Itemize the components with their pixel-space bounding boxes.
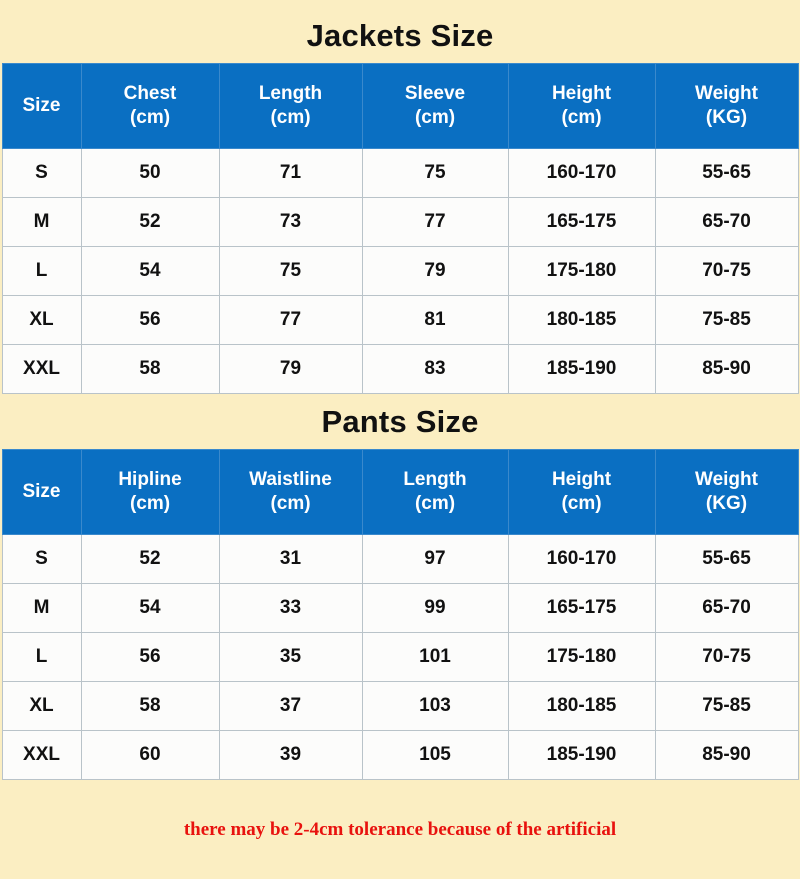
column-header-length: [362, 450, 508, 535]
table-row: [2, 682, 798, 731]
cell-size: XL: [2, 682, 81, 731]
table-row: [2, 247, 798, 296]
pants-size-title: Pants Size: [0, 394, 800, 449]
cell-waistline: 31: [219, 535, 362, 584]
column-header-label: Height: [551, 83, 612, 104]
column-header-waistline: [219, 450, 362, 535]
table-row: [2, 345, 798, 394]
table-row: [2, 296, 798, 345]
cell-length: 101: [362, 633, 508, 682]
cell-hipline: 58: [81, 682, 219, 731]
cell-height: 160-170: [508, 535, 655, 584]
table-header-row: [2, 450, 798, 535]
cell-length: 105: [362, 731, 508, 780]
jackets-size-title: Jackets Size: [0, 8, 800, 63]
cell-chest: 58: [81, 345, 219, 394]
cell-length: 71: [219, 149, 362, 198]
cell-height: 175-180: [508, 633, 655, 682]
cell-weight: 85-90: [655, 731, 798, 780]
pants-table-head: [2, 450, 798, 535]
jackets-size-table: [2, 63, 799, 394]
jackets-table-body: [2, 149, 798, 394]
tolerance-note: there may be 2-4cm tolerance because of the artificial: [0, 780, 800, 879]
cell-height: 185-190: [508, 345, 655, 394]
cell-hipline: 52: [81, 535, 219, 584]
cell-weight: 75-85: [655, 682, 798, 731]
column-header-height: [508, 64, 655, 149]
column-header-label: Weight: [695, 469, 758, 490]
column-header-label: Length: [403, 469, 467, 490]
column-header-label: Length: [258, 83, 323, 104]
column-header-unit: (cm): [561, 493, 602, 514]
cell-height: 180-185: [508, 296, 655, 345]
cell-height: 185-190: [508, 731, 655, 780]
cell-length: 73: [219, 198, 362, 247]
cell-height: 165-175: [508, 198, 655, 247]
column-header-sleeve: [362, 64, 508, 149]
cell-hipline: 54: [81, 584, 219, 633]
cell-height: 160-170: [508, 149, 655, 198]
column-header-label: Waistline: [249, 469, 332, 490]
cell-size: S: [2, 149, 81, 198]
cell-size: L: [2, 247, 81, 296]
table-row: [2, 731, 798, 780]
column-header-label: Hipline: [118, 469, 182, 490]
column-header-unit: (cm): [270, 493, 311, 514]
cell-weight: 75-85: [655, 296, 798, 345]
cell-weight: 65-70: [655, 584, 798, 633]
cell-sleeve: 83: [362, 345, 508, 394]
table-row: [2, 633, 798, 682]
cell-waistline: 39: [219, 731, 362, 780]
pants-size-table: [2, 449, 799, 780]
cell-sleeve: 81: [362, 296, 508, 345]
cell-size: M: [2, 584, 81, 633]
cell-chest: 50: [81, 149, 219, 198]
column-header-size: [2, 64, 81, 149]
cell-length: 75: [219, 247, 362, 296]
cell-length: 77: [219, 296, 362, 345]
column-header-unit: (cm): [561, 107, 602, 128]
cell-chest: 52: [81, 198, 219, 247]
jackets-table-head: [2, 64, 798, 149]
cell-waistline: 35: [219, 633, 362, 682]
pants-table-body: [2, 535, 798, 780]
cell-length: 97: [362, 535, 508, 584]
column-header-unit: (cm): [270, 107, 311, 128]
column-header-label: Height: [551, 469, 612, 490]
column-header-size: [2, 450, 81, 535]
table-row: [2, 584, 798, 633]
cell-sleeve: 75: [362, 149, 508, 198]
cell-hipline: 56: [81, 633, 219, 682]
cell-chest: 54: [81, 247, 219, 296]
table-header-row: [2, 64, 798, 149]
cell-waistline: 33: [219, 584, 362, 633]
top-spacer: [0, 0, 800, 8]
table-row: [2, 149, 798, 198]
cell-weight: 55-65: [655, 535, 798, 584]
cell-waistline: 37: [219, 682, 362, 731]
cell-chest: 56: [81, 296, 219, 345]
cell-height: 180-185: [508, 682, 655, 731]
cell-hipline: 60: [81, 731, 219, 780]
cell-weight: 65-70: [655, 198, 798, 247]
cell-length: 99: [362, 584, 508, 633]
cell-size: XXL: [2, 345, 81, 394]
cell-weight: 70-75: [655, 247, 798, 296]
column-header-label: Chest: [123, 83, 177, 104]
column-header-weight: [655, 64, 798, 149]
column-header-unit: (cm): [129, 493, 171, 514]
column-header-unit: (KG): [705, 493, 748, 514]
cell-sleeve: 77: [362, 198, 508, 247]
cell-height: 165-175: [508, 584, 655, 633]
cell-sleeve: 79: [362, 247, 508, 296]
column-header-unit: (cm): [414, 107, 456, 128]
cell-size: L: [2, 633, 81, 682]
cell-weight: 70-75: [655, 633, 798, 682]
column-header-height: [508, 450, 655, 535]
cell-size: XL: [2, 296, 81, 345]
cell-size: M: [2, 198, 81, 247]
table-row: [2, 198, 798, 247]
cell-weight: 55-65: [655, 149, 798, 198]
column-header-label: Sleeve: [404, 83, 466, 104]
column-header-unit: (cm): [414, 493, 456, 514]
column-header-label: Size: [22, 481, 61, 502]
column-header-length: [219, 64, 362, 149]
cell-size: XXL: [2, 731, 81, 780]
column-header-chest: [81, 64, 219, 149]
column-header-weight: [655, 450, 798, 535]
cell-size: S: [2, 535, 81, 584]
cell-length: 103: [362, 682, 508, 731]
cell-length: 79: [219, 345, 362, 394]
column-header-unit: (cm): [129, 107, 171, 128]
cell-weight: 85-90: [655, 345, 798, 394]
table-row: [2, 535, 798, 584]
column-header-unit: (KG): [705, 107, 748, 128]
column-header-label: Weight: [695, 83, 758, 104]
column-header-label: Size: [22, 95, 61, 116]
column-header-hipline: [81, 450, 219, 535]
cell-height: 175-180: [508, 247, 655, 296]
